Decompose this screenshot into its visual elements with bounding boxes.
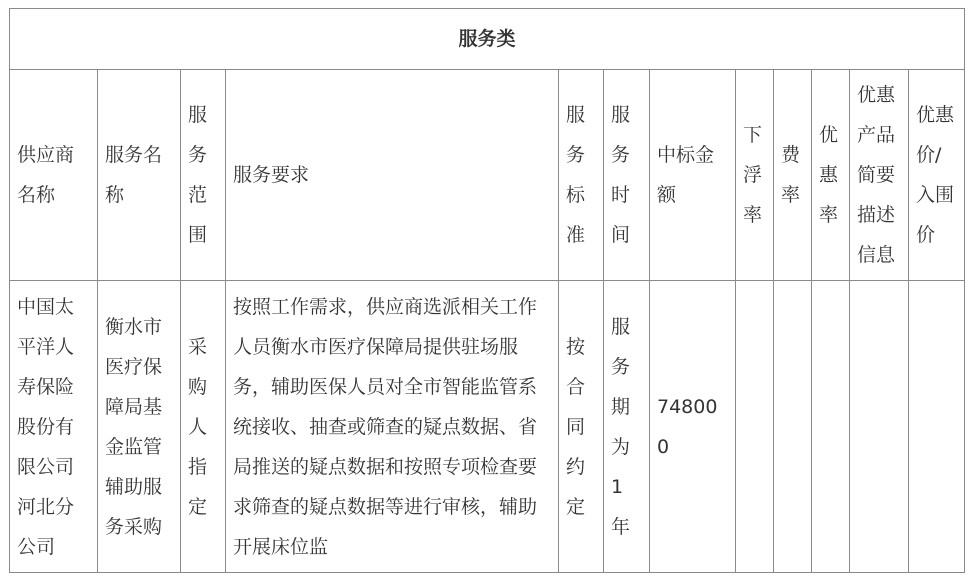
cell-service-name: 衡水市医疗保障局基金监管辅助服务采购 xyxy=(98,281,181,573)
cell-service-time: 服务期为1年 xyxy=(604,281,650,573)
header-row xyxy=(10,70,965,281)
title-row xyxy=(10,9,965,70)
cell-supplier: 中国太平洋人寿保险股份有限公司河北分公司 xyxy=(10,281,98,573)
header-discount-rate: 优惠率 xyxy=(812,70,850,281)
header-service-requirements: 服务要求 xyxy=(226,70,559,281)
cell-discount-product-info xyxy=(850,281,909,573)
header-discount-price: 优惠价/入围价 xyxy=(909,70,965,281)
header-discount-product-info: 优惠产品简要描述信息 xyxy=(850,70,909,281)
table-row xyxy=(10,281,965,573)
cell-service-scope: 采购人指定 xyxy=(181,281,226,573)
cell-service-standard: 按合同约定 xyxy=(559,281,604,573)
header-service-scope: 服务范围 xyxy=(181,70,226,281)
header-service-name: 服务名称 xyxy=(98,70,181,281)
cell-downward-float xyxy=(736,281,774,573)
header-fee-rate: 费率 xyxy=(774,70,812,281)
header-service-standard: 服务标准 xyxy=(559,70,604,281)
cell-winning-amount: 748000 xyxy=(650,281,736,573)
table-title: 服务类 xyxy=(10,9,965,70)
cell-service-requirements: 按照工作需求，供应商选派相关工作人员衡水市医疗保障局提供驻场服务，辅助医保人员对全市智能监管系统接收、抽查或筛查的疑点数据、省局推送的疑点数据和按照专项检查要求筛查的疑点数据等进行审核，辅助开展床位监 xyxy=(226,281,559,573)
header-service-time: 服务时间 xyxy=(604,70,650,281)
cell-fee-rate xyxy=(774,281,812,573)
header-supplier: 供应商名称 xyxy=(10,70,98,281)
cell-discount-rate xyxy=(812,281,850,573)
cell-discount-price xyxy=(909,281,965,573)
header-downward-float: 下浮率 xyxy=(736,70,774,281)
service-category-table xyxy=(9,8,965,573)
header-winning-amount: 中标金额 xyxy=(650,70,736,281)
